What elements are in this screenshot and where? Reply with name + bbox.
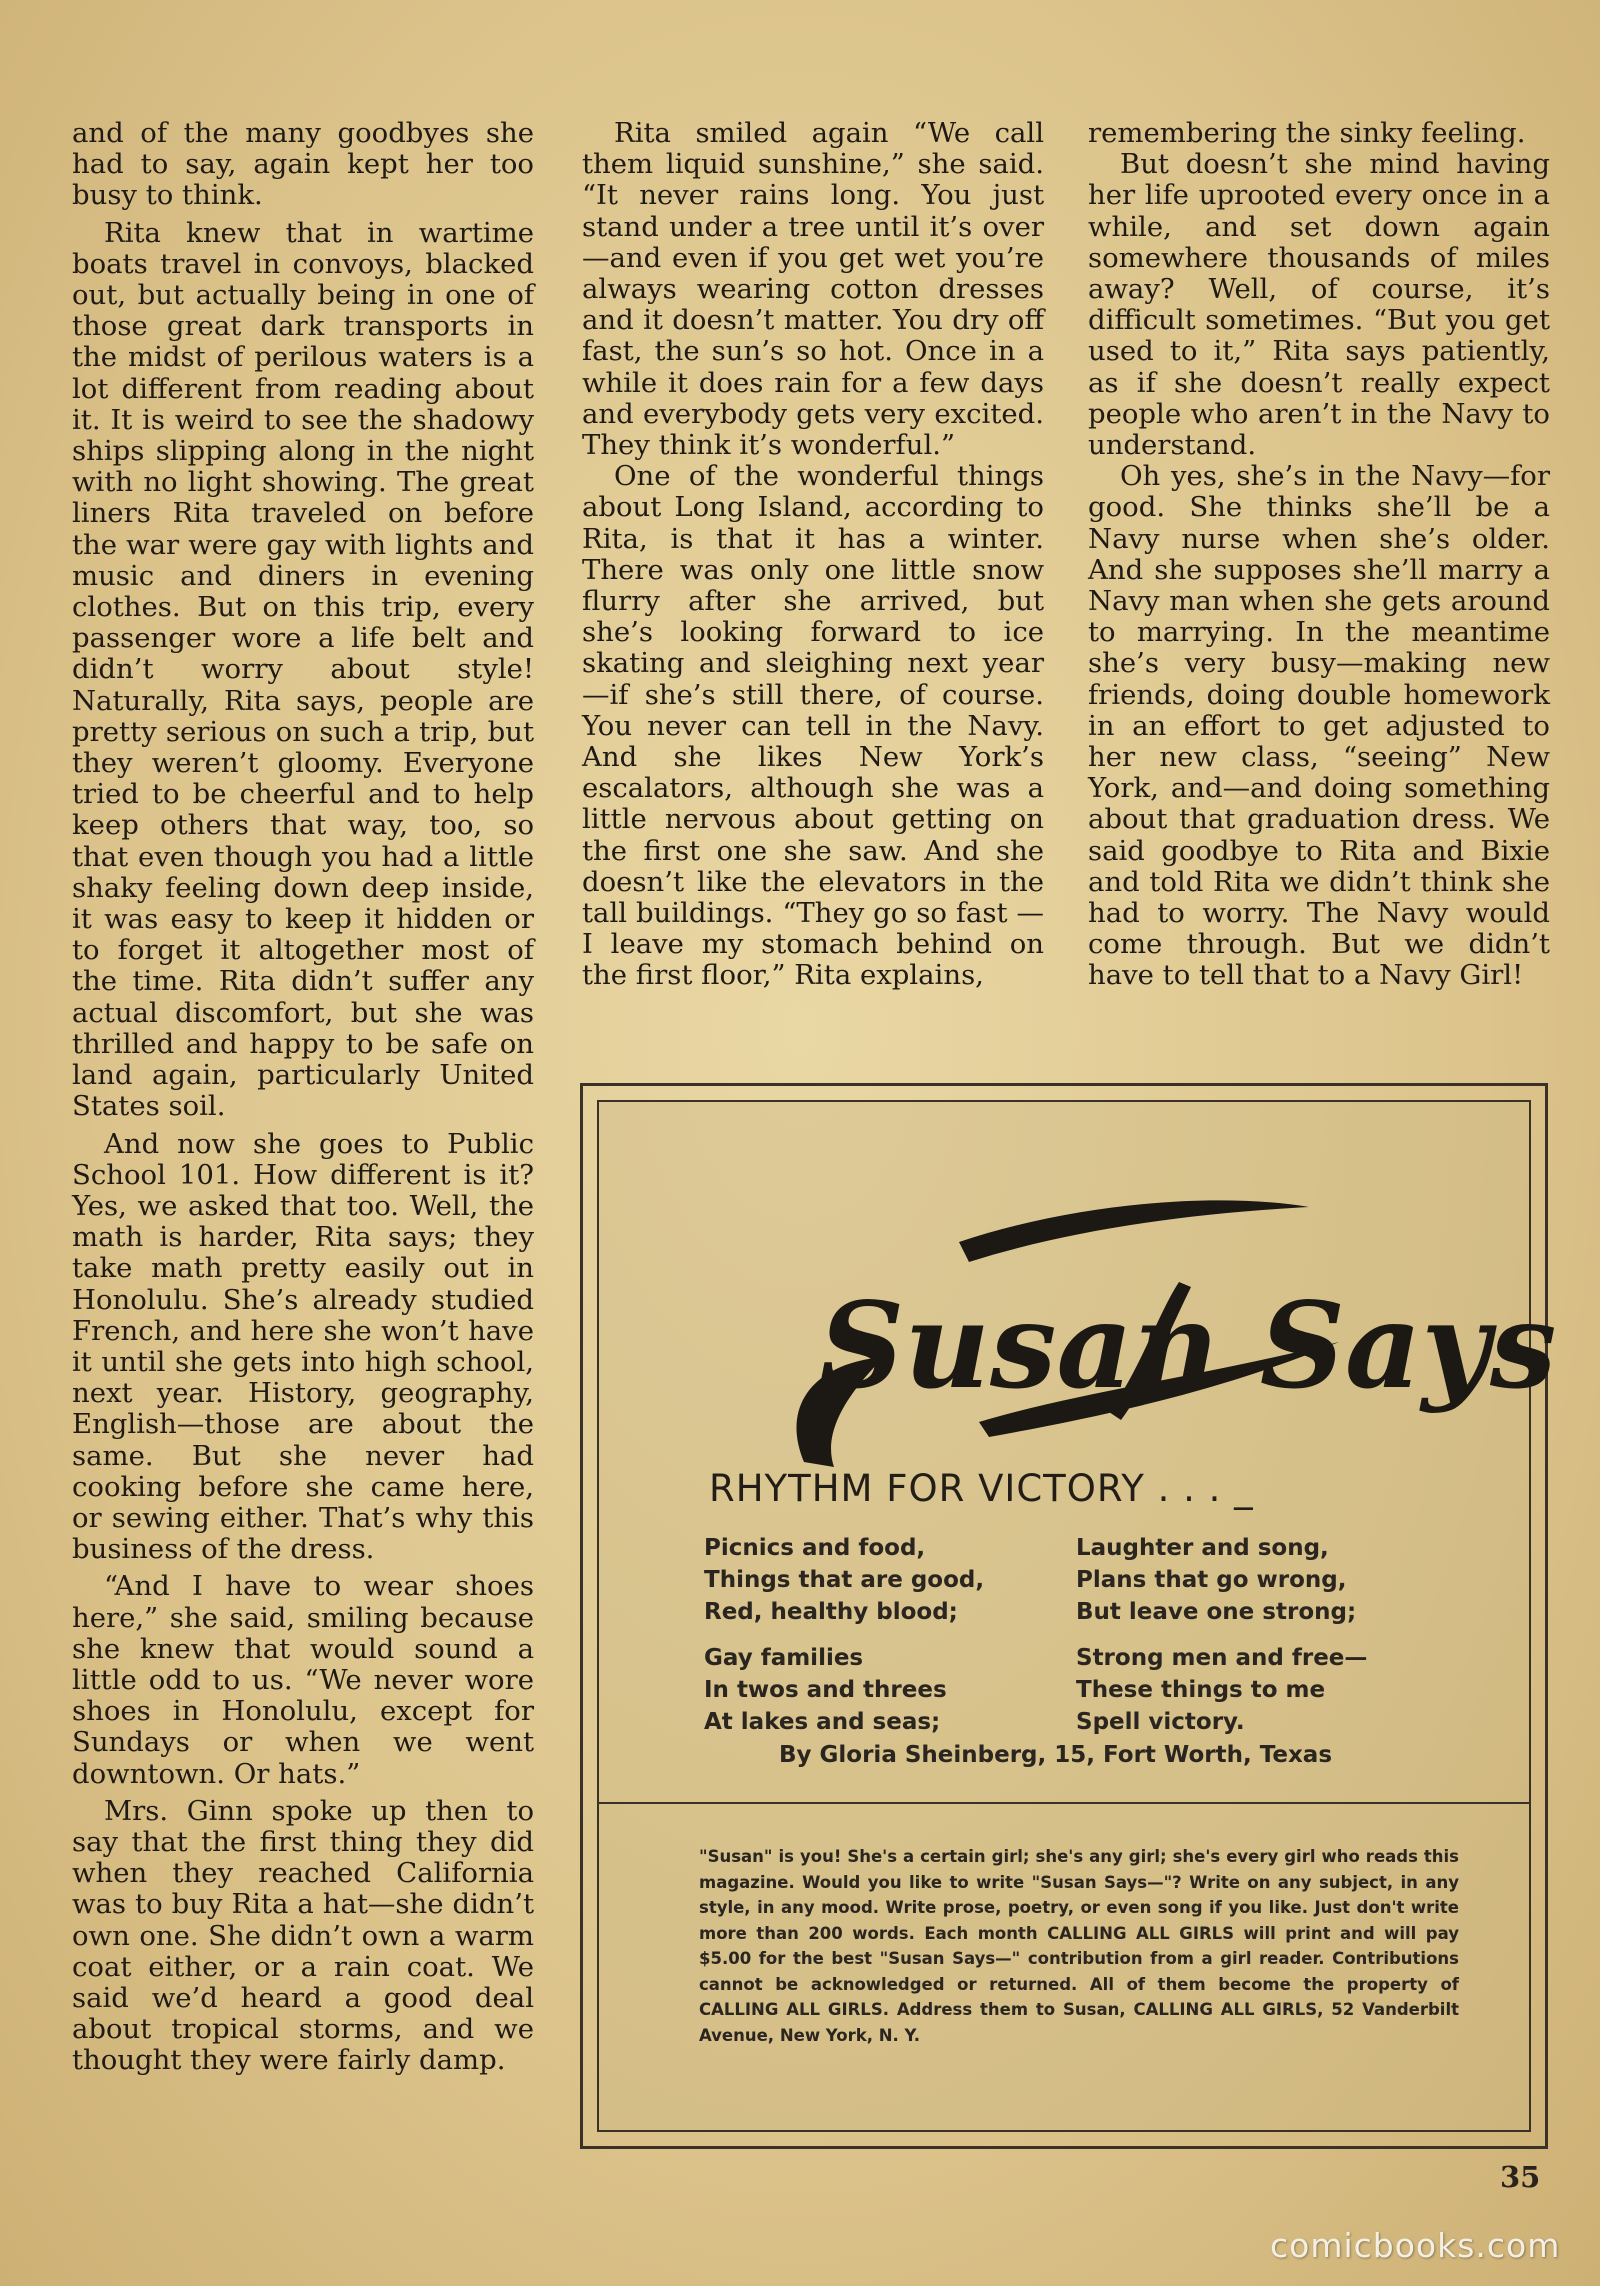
contest-fine-print: "Susan" is you! She's a certain girl; she's any girl; she's every girl who reads this magazine. Would you like to write "Susan Says—"? Write on any subject, in any style, in any mood. Write prose, poetry, or even song if you like. Just don't write more than 200 words. Each month CALLING ALL GIRLS will print and will pay $5.00 for the best "Susan Says—" contribution from a girl reader. Contributions cannot be acknowledged or returned. All of them become the property of CALLING ALL GIRLS. Address them to Susan, CALLING ALL GIRLS, 52 Vanderbilt Avenue, New York, N. Y. (699, 1847, 1459, 2045)
ad-headline: RHYTHM FOR VICTORY . . . _ (709, 1467, 1254, 1510)
poem-line: Gay families (704, 1645, 864, 1671)
poem-line: Things that are good, (704, 1567, 985, 1593)
susan-says-logo (749, 1162, 1557, 1492)
poem-line: Picnics and food, (704, 1535, 926, 1561)
site-watermark: comicbooks.com (1270, 2226, 1561, 2265)
article-column-3 (1088, 118, 1550, 992)
poem-left-column (704, 1532, 984, 1752)
paragraph: And now she goes to Public School 101. How different is it? Yes, we asked that too. Well, the math is harder, Rita says; they take math pretty easily out in Honolulu. She’s already studied French, and here she won’t have it until she gets into high school, next year. History, geography, English—those are about the same. But she never had cooking before she came here, or sewing either. That’s why this business of the dress. (72, 1127, 534, 1566)
poem-line: Spell victory. (1076, 1709, 1245, 1735)
paragraph: Rita knew that in wartime boats travel in convoys, blacked out, but actually being in one of those great dark transports in the midst of perilous waters is a lot different from reading about it. It is weird to see the shadowy ships slipping along in the night with no light showing. The great liners Rita traveled on before the war were gay with lights and music and diners in evening clothes. But on this trip, every passenger wore a life belt and didn’t worry about style! Naturally, Rita says, people are pretty serious on such a trip, but they weren’t gloomy. Everyone tried to be cheerful and to help keep others that way, too, so that even though you had a little shaky feeling down deep inside, it was easy to keep it hidden or to forget it altogether most of the time. Rita didn’t suffer any actual discomfort, but she was thrilled and happy to be safe on land again, particularly United States soil. (72, 216, 534, 1123)
poem-line: Strong men and free— (1076, 1645, 1368, 1671)
poem-stanza (704, 1532, 984, 1628)
poem-byline: By Gloria Sheinberg, 15, Fort Worth, Texas (779, 1742, 1333, 1768)
poem-line: At lakes and seas; (704, 1709, 941, 1735)
poem-line: Laughter and song, (1076, 1535, 1329, 1561)
susan-says-box (580, 1083, 1557, 2149)
paragraph: One of the wonderful things about Long Island, according to Rita, is that it has a winter. There was only one little snow flurry after she arrived, but she’s looking forward to ice skating and sleighing next year —if she’s still there, of course. You never can tell in the Navy. And she likes New York’s escalators, although she was a little nervous about getting on the first one she saw. And she doesn’t like the elevators in the tall buildings. “They go so fast —I leave my stomach behind on the first floor,” Rita explains, (582, 460, 1044, 992)
paragraph: But doesn’t she mind having her life uprooted every once in a while, and set down again somewhere thousands of miles away? Well, of course, it’s difficult sometimes. “But you get used to it,” Rita says patiently, as if she doesn’t really expect people who aren’t in the Navy to understand. (1088, 148, 1550, 462)
susan-says-inner-frame (597, 1100, 1557, 2132)
poem-stanza (1076, 1532, 1367, 1628)
article-column-1 (72, 118, 534, 2077)
paragraph: Oh yes, she’s in the Navy—for good. She thinks she’ll be a Navy nurse when she’s older. And she supposes she’ll marry a Navy man when she gets around to marrying. In the meantime she’s very busy—making new friends, doing double homework in an effort to get adjusted to her new class, “seeing” New York, and—and doing something about that graduation dress. We said goodbye to Rita and Bixie and told Rita we didn’t think she had to worry. The Navy would come through. But we didn’t have to tell that to a Navy Girl! (1088, 460, 1550, 992)
poem-line: Red, healthy blood; (704, 1599, 958, 1625)
paragraph: “And I have to wear shoes here,” she said, smiling because she knew that would sound a little odd to us. “We never wore shoes in Honolulu, except for Sundays or when we went downtown. Or hats.” (72, 1570, 534, 1790)
paragraph: and of the many goodbyes she had to say, again kept her too busy to think. (72, 117, 534, 212)
ad-divider (599, 1802, 1529, 1804)
svg-text:Susan Says: Susan Says (819, 1276, 1557, 1415)
poem-line: In twos and threes (704, 1677, 947, 1703)
poem-stanza (704, 1642, 984, 1738)
poem-line: Plans that go wrong, (1076, 1567, 1347, 1593)
paragraph: remembering the sinky feeling. (1088, 117, 1526, 149)
page-number: 35 (1500, 2160, 1541, 2194)
article-column-2 (582, 118, 1044, 992)
poem-line: But leave one strong; (1076, 1599, 1357, 1625)
paragraph: Rita smiled again “We call them liquid sunshine,” she said. “It never rains long. You just stand under a tree until it’s over—and even if you get wet you’re always wearing cotton dresses and it doesn’t matter. You dry off fast, the sun’s so hot. Once in a while it does rain for a few days and everybody gets very excited. They think it’s wonderful.” (582, 117, 1044, 462)
poem-line: These things to me (1076, 1677, 1326, 1703)
poem-right-column (1076, 1532, 1367, 1752)
poem-stanza (1076, 1642, 1367, 1738)
paragraph: Mrs. Ginn spoke up then to say that the first thing they did when they reached California was to buy Rita a hat—she didn’t own one. She didn’t own a warm coat either, or a rain coat. We said we’d heard a good deal about tropical storms, and we thought they were fairly damp. (72, 1794, 534, 2077)
